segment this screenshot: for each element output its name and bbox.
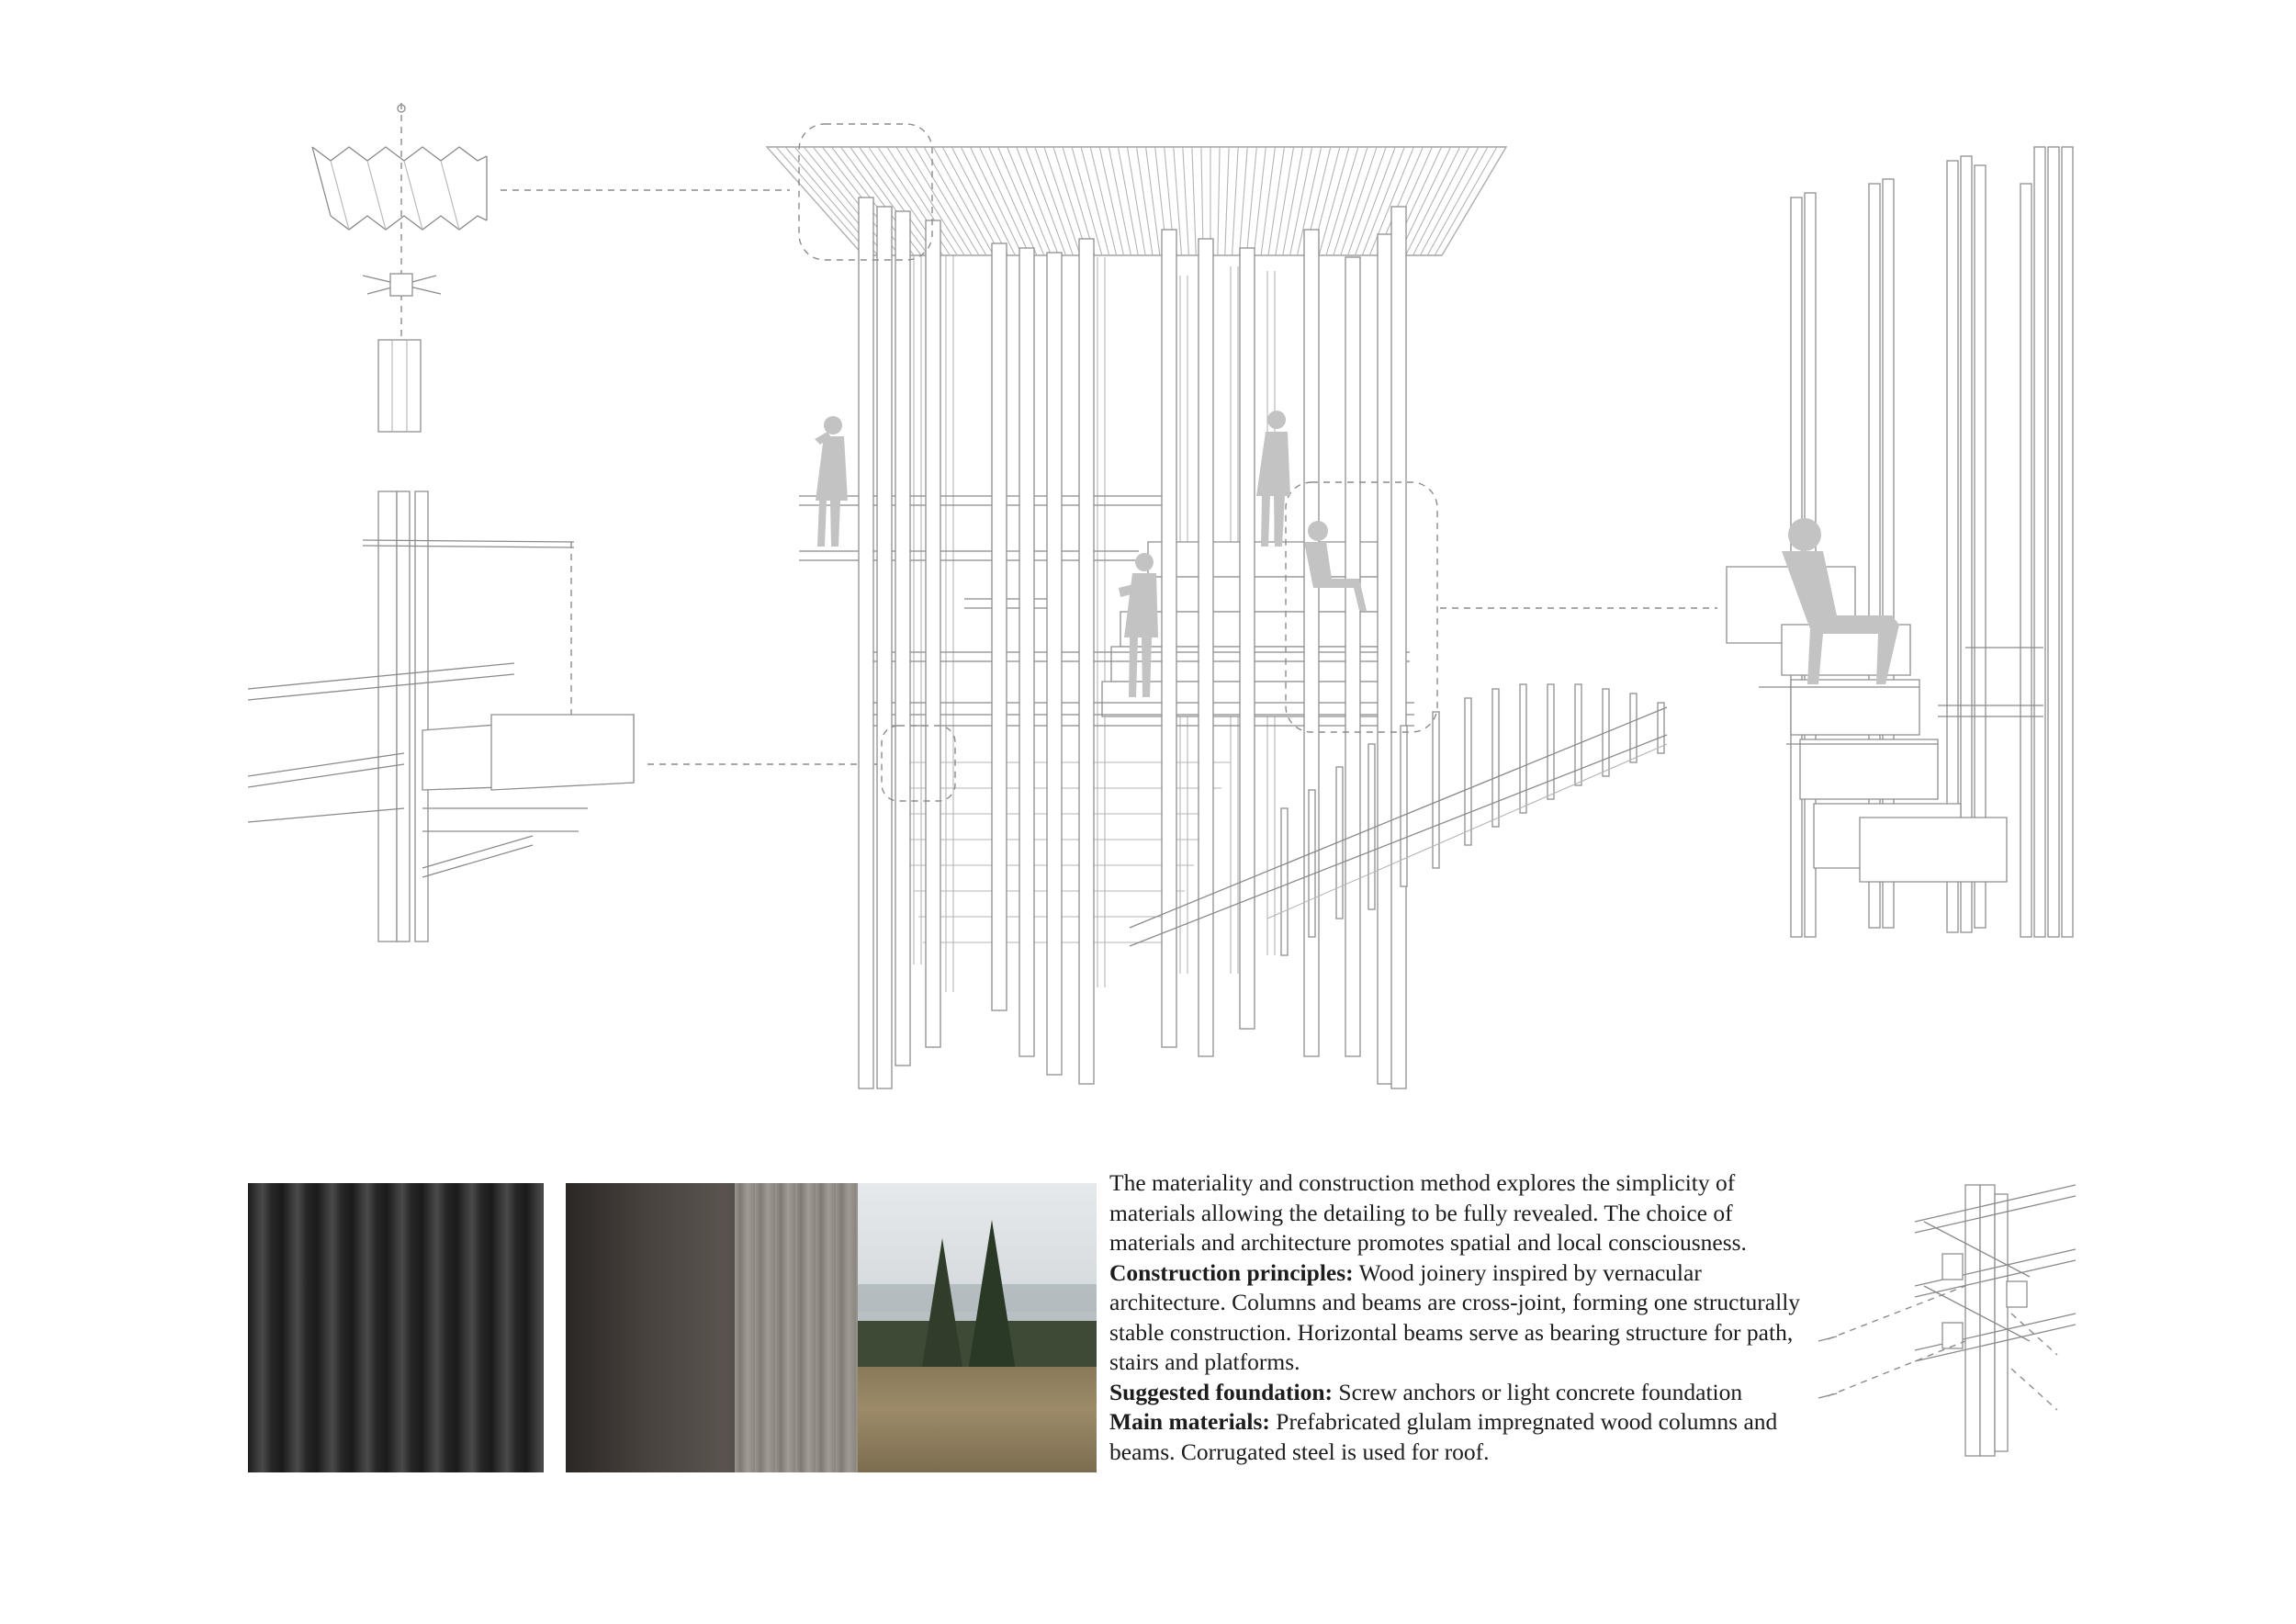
path-detail-callout: [882, 726, 955, 801]
person-silhouette-left: [815, 416, 848, 547]
materials-text: Prefabricated glulam impregnated wood columns and beams. Corrugated steel is used for roof.: [1109, 1408, 1778, 1465]
corrugated-steel-photo: [248, 1183, 544, 1472]
path-joint-detail: [248, 491, 634, 942]
roof-sheet-detail: [312, 147, 487, 230]
landscape-photo: [858, 1183, 1097, 1472]
foundation-label: Suggested foundation:: [1109, 1378, 1334, 1405]
timber-plank-photo: [735, 1183, 859, 1472]
materials-label: Main materials:: [1109, 1408, 1270, 1435]
intro-text: The materiality and construction method explores the simplicity of materials allowing the detailing to be fully revealed. The choice of materials and architecture promotes spatial and local consciousness.: [1109, 1169, 1747, 1256]
construction-text: Wood joinery inspired by vernacular architecture. Columns and beams are cross-joint, forming one structurally stable construction. Horizontal beams serve as bearing structure for path, stairs and platforms.: [1109, 1258, 1801, 1375]
cross-joint-detail: [1818, 1185, 2076, 1456]
description-text: [1109, 1168, 1807, 1467]
stair-detail: [1727, 147, 2073, 937]
foundation-text: Screw anchors or light concrete foundation: [1338, 1378, 1743, 1405]
construction-label: Construction principles:: [1109, 1258, 1354, 1286]
person-silhouette-top: [1256, 411, 1290, 547]
